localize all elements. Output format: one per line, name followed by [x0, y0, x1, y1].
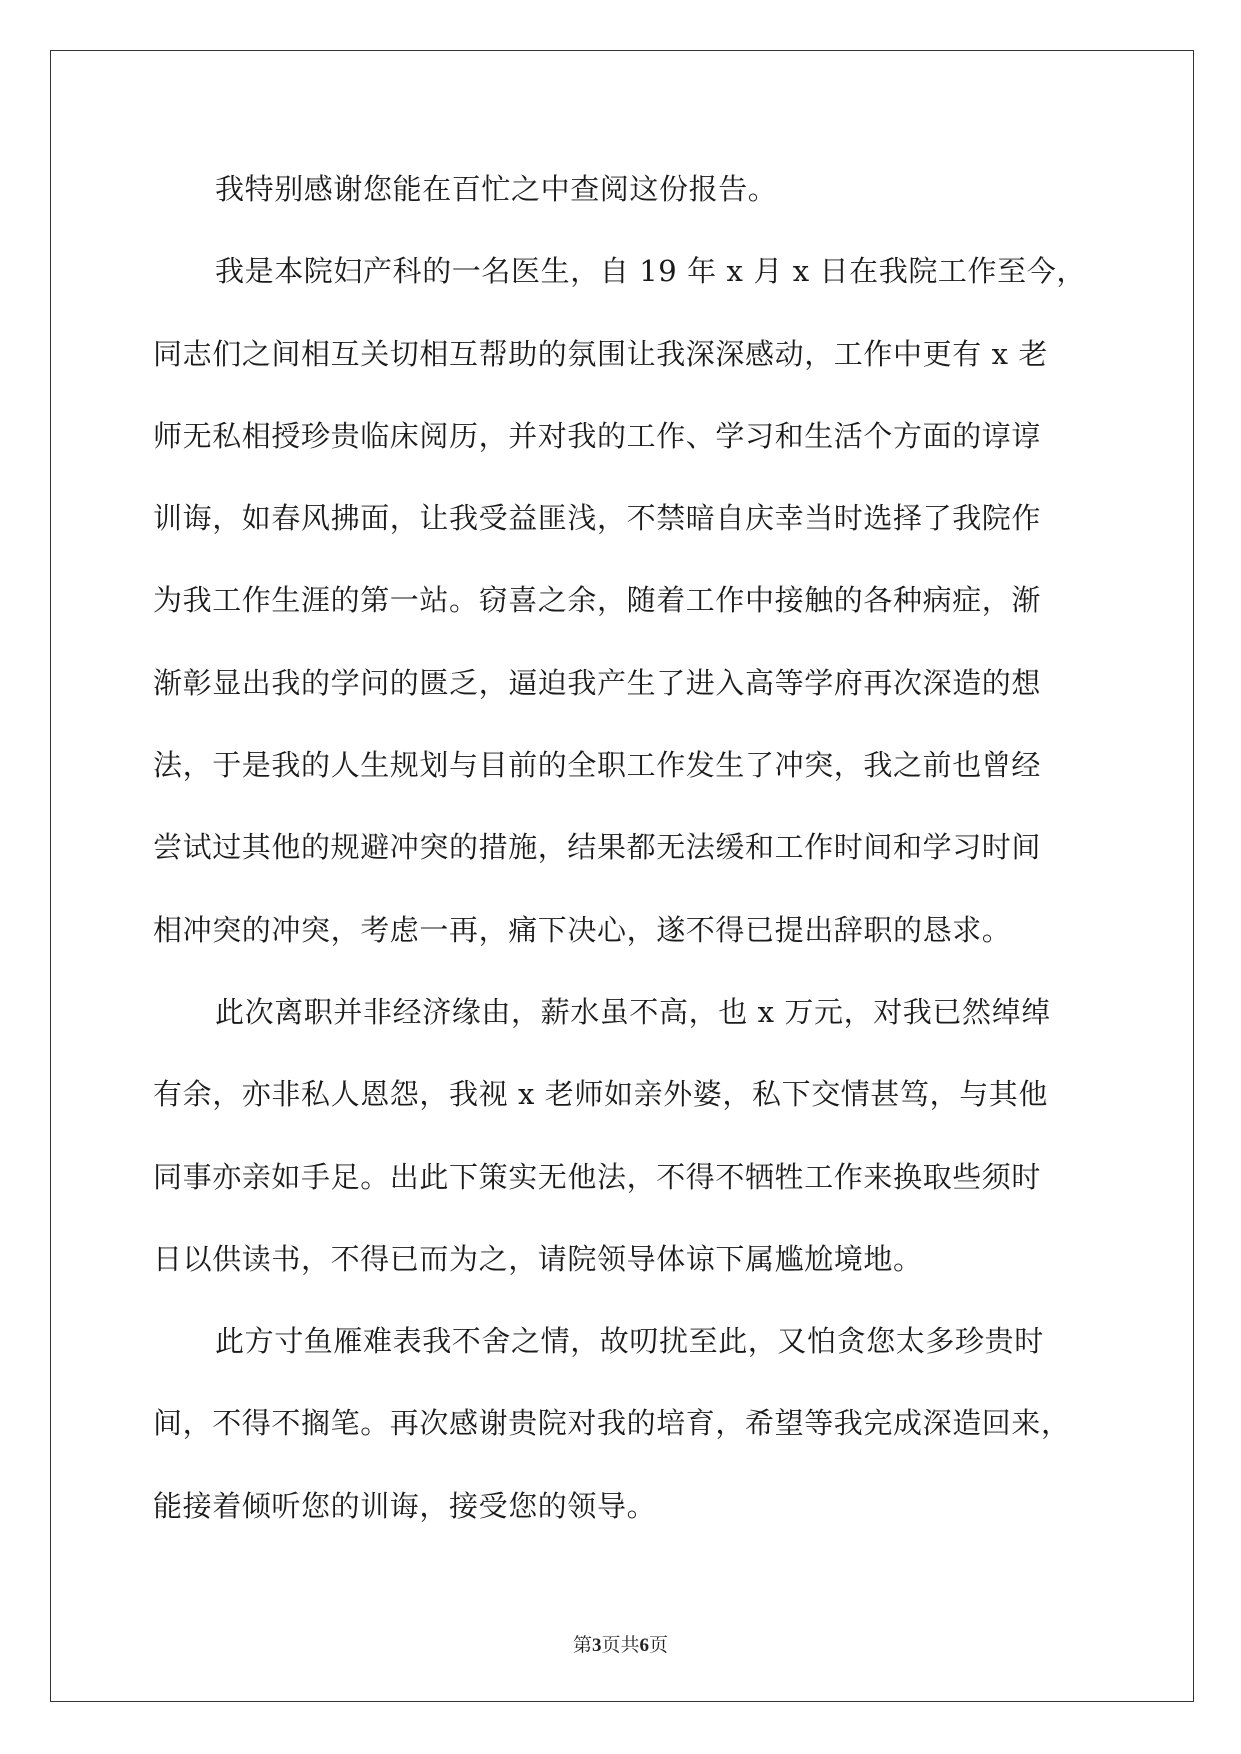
- text-line: 我是本院妇产科的一名医生，自 19 年 x 月 x 日在我院工作至今，: [215, 254, 1086, 289]
- text-line: 为我工作生涯的第一站。窃喜之余，随着工作中接触的各种病症，渐: [153, 583, 1042, 618]
- text-line: 同事亦亲如手足。出此下策实无他法，不得不牺牲工作来换取些须时: [153, 1159, 1042, 1194]
- footer-total-pages: 6: [639, 1635, 650, 1656]
- text-line: 同志们之间相互关切相互帮助的氛围让我深深感动，工作中更有 x 老: [153, 336, 1048, 371]
- text-line: 师无私相授珍贵临床阅历，并对我的工作、学习和生活个方面的谆谆: [153, 418, 1042, 453]
- footer-page-number: 3: [591, 1635, 602, 1656]
- footer-total-suffix: 页: [649, 1634, 669, 1656]
- document-body: [153, 160, 1095, 1559]
- text-line: 此次离职并非经济缘由，薪水虽不高，也 x 万元，对我已然绰绰: [215, 994, 1051, 1029]
- text-line: 间，不得不搁笔。再次感谢贵院对我的培育，希望等我完成深造回来，: [153, 1406, 1071, 1441]
- footer-page-suffix: 页: [601, 1634, 621, 1656]
- text-line: 日以供读书，不得已而为之，请院领导体谅下属尴尬境地。: [153, 1241, 923, 1276]
- footer-total-prefix: 共: [620, 1634, 640, 1656]
- text-line: 能接着倾听您的训诲，接受您的领导。: [153, 1488, 657, 1523]
- text-line: 此方寸鱼雁难表我不舍之情，故叨扰至此，又怕贪您太多珍贵时: [215, 1324, 1044, 1359]
- text-line: 渐彰显出我的学问的匮乏，逼迫我产生了进入高等学府再次深造的想: [153, 665, 1042, 700]
- text-line: 训诲，如春风拂面，让我受益匪浅，不禁暗自庆幸当时选择了我院作: [153, 501, 1042, 536]
- text-line: 有余，亦非私人恩怨，我视 x 老师如亲外婆，私下交情甚笃，与其他: [153, 1077, 1048, 1112]
- text-line: 法，于是我的人生规划与目前的全职工作发生了冲突，我之前也曾经: [153, 748, 1042, 783]
- text-line: 我特别感谢您能在百忙之中查阅这份报告。: [215, 172, 778, 206]
- footer-prefix: 第: [572, 1634, 592, 1656]
- text-line: 尝试过其他的规避冲突的措施，结果都无法缓和工作时间和学习时间: [153, 830, 1042, 865]
- text-line: 相冲突的冲突，考虑一再，痛下决心，遂不得已提出辞职的恳求。: [153, 912, 1012, 947]
- page-footer: [0, 1633, 1241, 1658]
